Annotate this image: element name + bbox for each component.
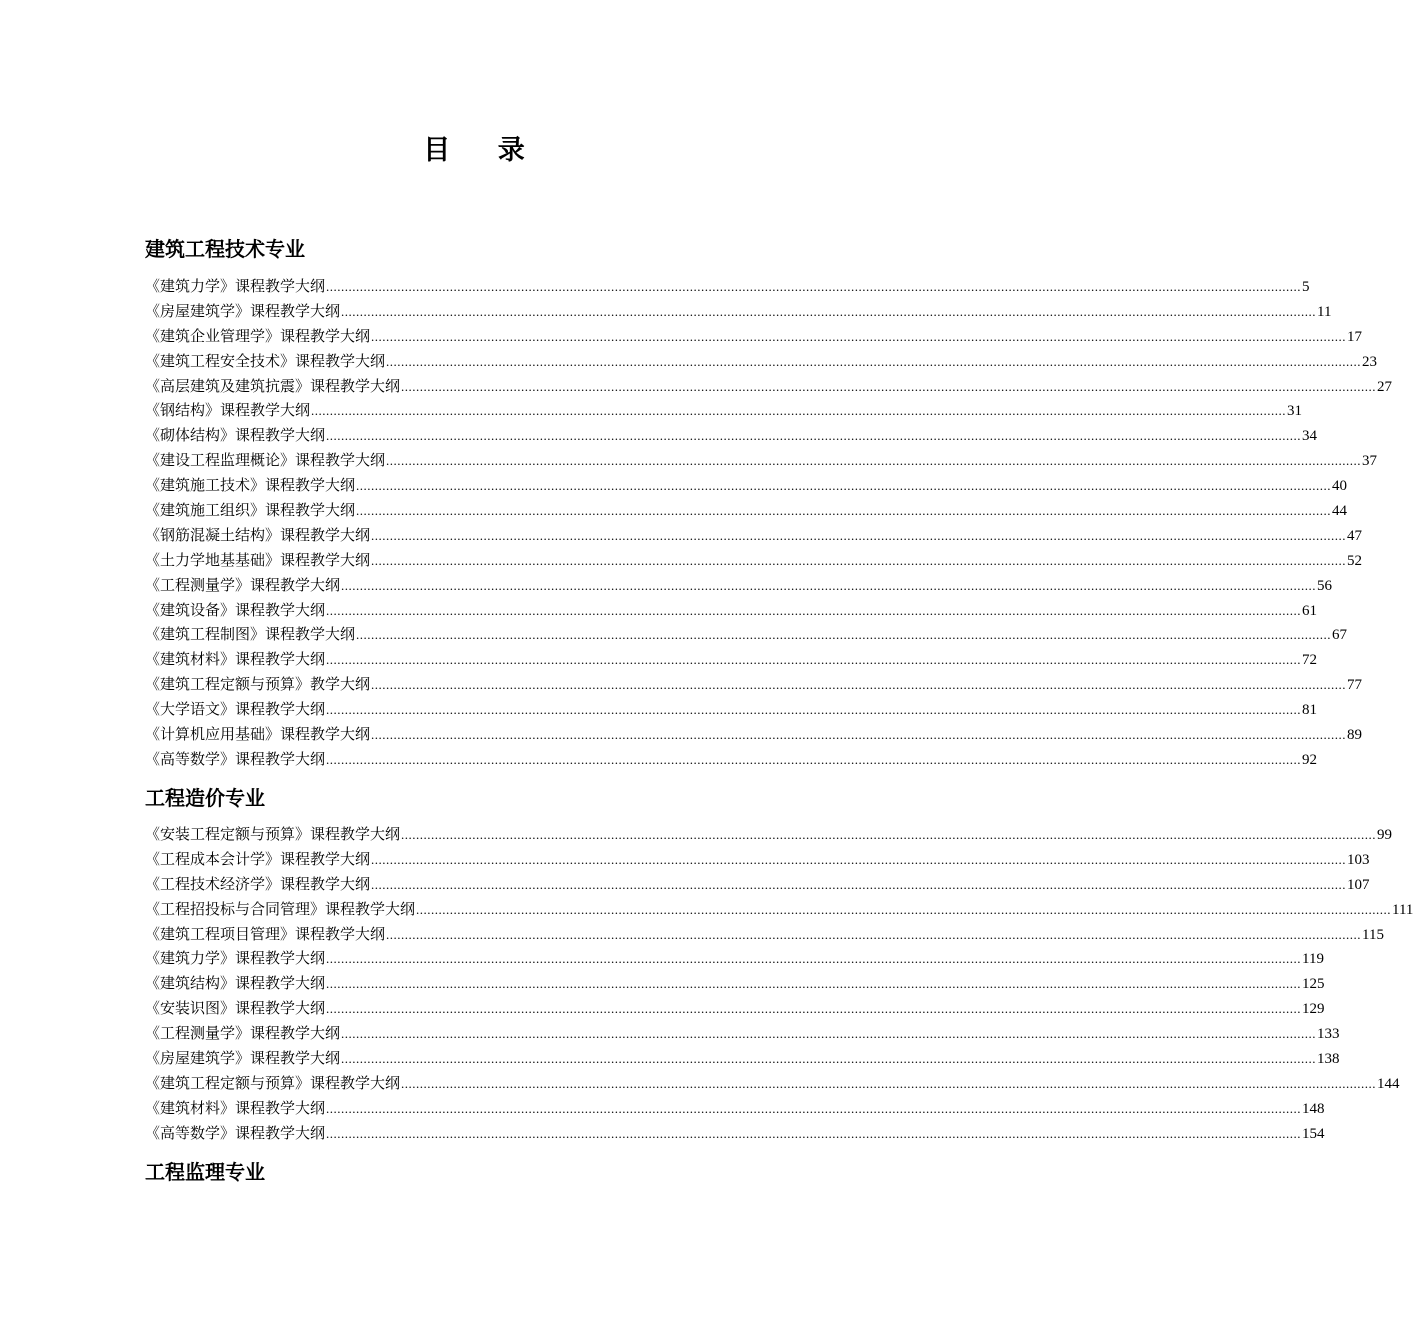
toc-entry[interactable]	[145, 697, 1318, 722]
toc-entry[interactable]	[145, 1121, 1325, 1146]
dot-leader: ....................................................................................................................................................................................................................................................................	[341, 1051, 1317, 1067]
page-title: 目 录	[423, 135, 527, 166]
toc-entry-page-number: 67	[1332, 627, 1348, 644]
toc-entry-title: 《钢筋混凝土结构》课程教学大纲	[145, 525, 371, 544]
toc-entry-title: 《高层建筑及建筑抗震》课程教学大纲	[145, 376, 401, 395]
dot-leader: ....................................................................................................................................................................................................................................................................	[326, 279, 1302, 294]
toc-entry[interactable]	[145, 374, 1393, 399]
toc-entry[interactable]	[145, 722, 1363, 747]
toc-entry-page-number: 111	[1392, 901, 1413, 918]
dot-leader: ....................................................................................................................................................................................................................................................................	[326, 1001, 1302, 1017]
toc-entry-title: 《工程测量学》课程教学大纲	[145, 1024, 341, 1043]
toc-entry-title: 《建筑设备》课程教学大纲	[145, 600, 326, 619]
toc-entry[interactable]	[145, 1071, 1400, 1096]
toc-entry[interactable]	[145, 946, 1324, 971]
toc-entry-page-number: 107	[1347, 876, 1370, 893]
dot-leader: ....................................................................................................................................................................................................................................................................	[356, 627, 1332, 643]
toc-entry-title: 《安装工程定额与预算》课程教学大纲	[145, 825, 401, 843]
toc-entry-page-number: 31	[1287, 403, 1303, 420]
toc-entry-page-number: 27	[1377, 378, 1393, 395]
toc-entry-title: 《高等数学》课程教学大纲	[145, 749, 326, 768]
toc-entry-title: 《建筑企业管理学》课程教学大纲	[145, 326, 371, 345]
toc-entry[interactable]	[145, 672, 1363, 697]
toc-entry[interactable]	[145, 747, 1318, 772]
toc-entry-page-number: 119	[1302, 951, 1324, 968]
toc-entry[interactable]	[145, 523, 1363, 548]
dot-leader: ....................................................................................................................................................................................................................................................................	[386, 353, 1362, 369]
dot-leader: ....................................................................................................................................................................................................................................................................	[326, 1100, 1302, 1116]
toc-entry-page-number: 148	[1302, 1100, 1325, 1117]
toc-entry[interactable]	[145, 498, 1348, 523]
section-heading-supervision: 工程监理专业	[145, 1160, 265, 1184]
toc-entry-title: 《建筑力学》课程教学大纲	[145, 277, 326, 295]
toc-entry-title: 《建筑工程定额与预算》教学大纲	[145, 675, 371, 694]
dot-leader: ....................................................................................................................................................................................................................................................................	[371, 851, 1347, 867]
toc-entry-title: 《建筑材料》课程教学大纲	[145, 1098, 326, 1117]
toc-entry-page-number: 40	[1332, 478, 1348, 495]
dot-leader: ....................................................................................................................................................................................................................................................................	[386, 926, 1362, 942]
toc-entry[interactable]	[145, 274, 1310, 299]
toc-entry-page-number: 52	[1347, 552, 1363, 569]
dot-leader: ....................................................................................................................................................................................................................................................................	[371, 527, 1347, 543]
toc-entry-page-number: 138	[1317, 1051, 1340, 1068]
dot-leader: ....................................................................................................................................................................................................................................................................	[326, 602, 1302, 618]
dot-leader: ....................................................................................................................................................................................................................................................................	[401, 1075, 1377, 1091]
toc-entry[interactable]	[145, 847, 1370, 872]
toc-entry-page-number: 34	[1302, 428, 1318, 445]
toc-entry-page-number: 92	[1302, 751, 1318, 768]
dot-leader: ....................................................................................................................................................................................................................................................................	[371, 876, 1347, 892]
toc-entry-title: 《建设工程监理概论》课程教学大纲	[145, 451, 386, 470]
toc-entry-title: 《安装识图》课程教学大纲	[145, 999, 326, 1018]
toc-entry-page-number: 56	[1317, 577, 1333, 594]
toc-entry-title: 《高等数学》课程教学大纲	[145, 1123, 326, 1142]
dot-leader: ....................................................................................................................................................................................................................................................................	[371, 727, 1347, 743]
dot-leader: ....................................................................................................................................................................................................................................................................	[326, 428, 1302, 444]
toc-entry[interactable]	[145, 897, 1413, 922]
toc-entry-title: 《建筑施工组织》课程教学大纲	[145, 501, 356, 520]
toc-entry-page-number: 154	[1302, 1125, 1325, 1142]
toc-entry[interactable]	[145, 598, 1318, 623]
toc-entry-title: 《土力学地基基础》课程教学大纲	[145, 550, 371, 569]
toc-entry-title: 《钢结构》课程教学大纲	[145, 401, 311, 420]
toc-entry[interactable]	[145, 423, 1318, 448]
toc-entry-title: 《建筑力学》课程教学大纲	[145, 949, 326, 968]
toc-entry-page-number: 77	[1347, 677, 1363, 694]
toc-entry[interactable]	[145, 548, 1363, 573]
dot-leader: ....................................................................................................................................................................................................................................................................	[326, 951, 1302, 967]
dot-leader: ....................................................................................................................................................................................................................................................................	[356, 478, 1332, 494]
toc-entry[interactable]	[145, 299, 1332, 324]
toc-entry-page-number: 61	[1302, 602, 1318, 619]
section-heading-construction-tech: 建筑工程技术专业	[145, 237, 305, 261]
toc-entry-title: 《房屋建筑学》课程教学大纲	[145, 301, 341, 320]
toc-entry[interactable]	[145, 398, 1303, 423]
toc-entry-page-number: 125	[1302, 976, 1325, 993]
dot-leader: ....................................................................................................................................................................................................................................................................	[371, 677, 1347, 693]
dot-leader: ....................................................................................................................................................................................................................................................................	[311, 403, 1287, 419]
toc-entry[interactable]	[145, 647, 1318, 672]
toc-entry[interactable]	[145, 872, 1370, 897]
toc-entry[interactable]	[145, 324, 1363, 349]
toc-entry-page-number: 81	[1302, 702, 1318, 719]
toc-entry-title: 《工程成本会计学》课程教学大纲	[145, 849, 371, 868]
toc-entry-page-number: 17	[1347, 328, 1363, 345]
dot-leader: ....................................................................................................................................................................................................................................................................	[386, 453, 1362, 469]
toc-entry[interactable]	[145, 971, 1325, 996]
toc-list-cost-engineering	[145, 822, 1413, 1146]
dot-leader: ....................................................................................................................................................................................................................................................................	[341, 577, 1317, 593]
toc-entry-page-number: 37	[1362, 453, 1378, 470]
toc-entry-page-number: 23	[1362, 353, 1378, 370]
toc-entry-title: 《大学语文》课程教学大纲	[145, 700, 326, 719]
toc-entry-title: 《建筑施工技术》课程教学大纲	[145, 476, 356, 495]
toc-entry-title: 《房屋建筑学》课程教学大纲	[145, 1049, 341, 1068]
dot-leader: ....................................................................................................................................................................................................................................................................	[341, 1026, 1317, 1042]
dot-leader: ....................................................................................................................................................................................................................................................................	[401, 378, 1377, 394]
dot-leader: ....................................................................................................................................................................................................................................................................	[371, 552, 1347, 568]
dot-leader: ....................................................................................................................................................................................................................................................................	[326, 1125, 1302, 1141]
toc-entry[interactable]	[145, 1021, 1340, 1046]
toc-entry-title: 《工程招投标与合同管理》课程教学大纲	[145, 899, 416, 918]
toc-entry[interactable]	[145, 922, 1384, 947]
toc-entry-page-number: 72	[1302, 652, 1318, 669]
section-heading-cost-engineering: 工程造价专业	[145, 786, 265, 810]
toc-entry-title: 《建筑工程安全技术》课程教学大纲	[145, 351, 386, 370]
toc-entry-page-number: 99	[1377, 827, 1393, 843]
toc-entry[interactable]	[145, 1096, 1325, 1121]
toc-entry-page-number: 103	[1347, 851, 1370, 868]
toc-entry[interactable]	[145, 349, 1378, 374]
toc-entry[interactable]	[145, 822, 1393, 847]
toc-entry-title: 《建筑工程制图》课程教学大纲	[145, 625, 356, 644]
dot-leader: ....................................................................................................................................................................................................................................................................	[326, 652, 1302, 668]
dot-leader: ....................................................................................................................................................................................................................................................................	[341, 303, 1317, 319]
toc-entry-page-number: 115	[1362, 926, 1384, 943]
toc-entry-title: 《建筑结构》课程教学大纲	[145, 974, 326, 993]
toc-entry[interactable]	[145, 448, 1378, 473]
toc-entry[interactable]	[145, 622, 1348, 647]
toc-entry[interactable]	[145, 473, 1348, 498]
toc-entry-title: 《建筑工程项目管理》课程教学大纲	[145, 924, 386, 943]
toc-entry-page-number: 133	[1317, 1026, 1340, 1043]
toc-entry-page-number: 89	[1347, 727, 1363, 744]
toc-entry-title: 《建筑工程定额与预算》课程教学大纲	[145, 1073, 401, 1092]
toc-entry-title: 《计算机应用基础》课程教学大纲	[145, 725, 371, 744]
dot-leader: ....................................................................................................................................................................................................................................................................	[371, 328, 1347, 344]
toc-entry-title: 《工程技术经济学》课程教学大纲	[145, 874, 371, 893]
toc-entry-title: 《砌体结构》课程教学大纲	[145, 426, 326, 445]
toc-entry-page-number: 11	[1317, 303, 1332, 320]
dot-leader: ....................................................................................................................................................................................................................................................................	[326, 702, 1302, 718]
dot-leader: ....................................................................................................................................................................................................................................................................	[326, 976, 1302, 992]
toc-entry-page-number: 5	[1302, 279, 1310, 295]
toc-entry-page-number: 144	[1377, 1075, 1400, 1092]
toc-entry[interactable]	[145, 996, 1325, 1021]
dot-leader: ....................................................................................................................................................................................................................................................................	[326, 751, 1302, 767]
dot-leader: ....................................................................................................................................................................................................................................................................	[416, 901, 1392, 917]
toc-entry-title: 《建筑材料》课程教学大纲	[145, 650, 326, 669]
toc-entry[interactable]	[145, 573, 1333, 598]
dot-leader: ....................................................................................................................................................................................................................................................................	[356, 503, 1332, 519]
toc-entry-page-number: 47	[1347, 527, 1363, 544]
dot-leader: ....................................................................................................................................................................................................................................................................	[401, 827, 1377, 842]
toc-entry-title: 《工程测量学》课程教学大纲	[145, 575, 341, 594]
toc-entry-page-number: 44	[1332, 503, 1348, 520]
toc-list-construction-tech	[145, 274, 1393, 772]
toc-entry[interactable]	[145, 1046, 1340, 1071]
toc-entry-page-number: 129	[1302, 1001, 1325, 1018]
